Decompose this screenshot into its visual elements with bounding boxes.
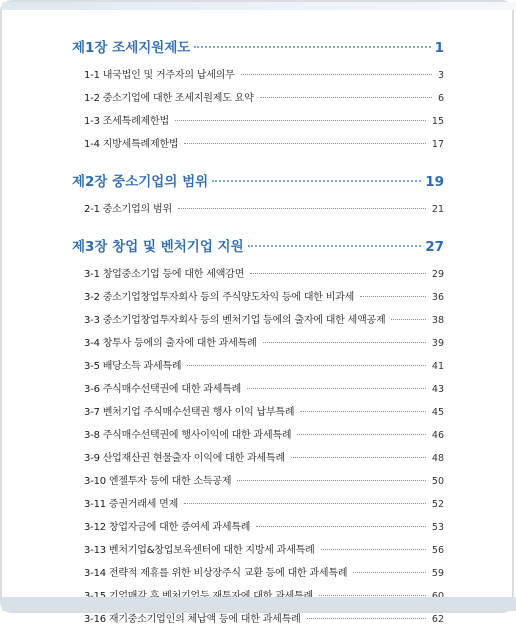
entry-title: 2-1 중소기업의 범위 <box>84 204 172 215</box>
entry-page-number: 21 <box>431 204 444 215</box>
entry-title: 3-11 증권거래세 면제 <box>84 499 179 510</box>
chapter-heading[interactable] <box>72 166 444 198</box>
section-spacer <box>72 156 444 166</box>
entry-title: 3-10 엔젤투자 등에 대한 소득공제 <box>84 476 232 487</box>
table-of-contents <box>72 32 444 631</box>
toc-entry[interactable] <box>84 198 444 221</box>
section-spacer <box>72 221 444 231</box>
entry-page-number: 17 <box>431 139 444 150</box>
chapter-heading[interactable] <box>72 231 444 263</box>
toc-entry[interactable] <box>84 562 444 585</box>
bottom-decorative-band <box>2 597 516 611</box>
dot-leader <box>307 618 426 619</box>
entry-title: 3-7 벤처기업 주식매수선택권 행사 이익 납부특례 <box>84 407 295 418</box>
entry-page-number: 45 <box>431 407 444 418</box>
entry-page-number: 50 <box>431 476 444 487</box>
toc-entry[interactable] <box>84 608 444 631</box>
dot-leader <box>300 411 426 412</box>
dot-leader <box>187 365 426 366</box>
chapter-page-number: 19 <box>425 174 444 190</box>
entry-title: 3-1 창업중소기업 등에 대한 세액감면 <box>84 269 245 280</box>
dot-leader <box>260 97 432 98</box>
toc-entry[interactable] <box>84 64 444 87</box>
dot-leader <box>250 273 426 274</box>
chapter-title: 제2장 중소기업의 범위 <box>72 174 209 190</box>
dot-leader <box>297 434 426 435</box>
entry-title: 3-5 배당소득 과세특례 <box>84 361 182 372</box>
entry-title: 3-13 벤처기업&창업보육센터에 대한 지방세 과세특례 <box>84 545 315 556</box>
dot-leader <box>256 526 426 527</box>
entry-page-number: 59 <box>431 568 444 579</box>
entry-title: 3-12 창업자금에 대한 증여세 과세특례 <box>84 522 251 533</box>
toc-entry[interactable] <box>84 133 444 156</box>
toc-entry[interactable] <box>84 470 444 493</box>
entry-title: 3-14 전략적 제휴를 위한 비상장주식 교환 등에 대한 과세특례 <box>84 568 348 579</box>
top-decorative-band <box>2 2 516 10</box>
entry-title: 1-4 지방세특례제한법 <box>84 139 179 150</box>
dot-leader <box>247 388 426 389</box>
entry-page-number: 53 <box>431 522 444 533</box>
entry-page-number: 43 <box>431 384 444 395</box>
toc-entry[interactable] <box>84 401 444 424</box>
toc-entry[interactable] <box>84 378 444 401</box>
dot-leader <box>178 208 426 209</box>
entry-page-number: 3 <box>437 70 444 81</box>
entry-page-number: 56 <box>431 545 444 556</box>
dot-leader <box>212 180 421 182</box>
entry-page-number: 36 <box>431 292 444 303</box>
dot-leader <box>248 245 422 247</box>
dot-leader <box>291 457 426 458</box>
toc-entry[interactable] <box>84 355 444 378</box>
dot-leader <box>175 120 426 121</box>
toc-entry[interactable] <box>84 539 444 562</box>
toc-entry[interactable] <box>84 424 444 447</box>
dot-leader <box>353 572 426 573</box>
dot-leader <box>184 143 426 144</box>
chapter-page-number: 27 <box>425 239 444 255</box>
entry-page-number: 38 <box>431 315 444 326</box>
chapter-title: 제3장 창업 및 벤처기업 지원 <box>72 239 244 255</box>
chapter-heading[interactable] <box>72 32 444 64</box>
dot-leader <box>360 296 426 297</box>
toc-entry[interactable] <box>84 516 444 539</box>
dot-leader <box>321 549 426 550</box>
dot-leader <box>184 503 426 504</box>
entry-page-number: 29 <box>431 269 444 280</box>
entry-page-number: 15 <box>431 116 444 127</box>
entry-title: 3-4 창투사 등에의 출자에 대한 과세특례 <box>84 338 257 349</box>
dot-leader <box>319 595 426 596</box>
entry-title: 3-2 중소기업창업투자회사 등의 주식양도차익 등에 대한 비과세 <box>84 292 355 303</box>
dot-leader <box>241 74 432 75</box>
entry-page-number: 48 <box>431 453 444 464</box>
entry-page-number: 41 <box>431 361 444 372</box>
chapter-title: 제1장 조세지원제도 <box>72 40 191 56</box>
entry-title: 3-8 주식매수선택권에 행사이익에 대한 과세특례 <box>84 430 292 441</box>
entry-title: 3-3 중소기업창업투자회사 등의 벤처기업 등에의 출자에 대한 세액공제 <box>84 315 386 326</box>
toc-entry[interactable] <box>84 332 444 355</box>
dot-leader <box>237 480 426 481</box>
toc-entry[interactable] <box>84 447 444 470</box>
toc-entry[interactable] <box>84 263 444 286</box>
toc-entry[interactable] <box>84 286 444 309</box>
entry-title: 1-2 중소기업에 대한 조세지원제도 요약 <box>84 93 254 104</box>
entry-page-number: 46 <box>431 430 444 441</box>
entry-page-number: 62 <box>431 614 444 625</box>
dot-leader <box>194 46 430 48</box>
entry-title: 1-1 내국법인 및 거주자의 납세의무 <box>84 70 235 81</box>
dot-leader <box>391 319 425 320</box>
entry-page-number: 39 <box>431 338 444 349</box>
toc-entry[interactable] <box>84 309 444 332</box>
entry-page-number: 6 <box>437 93 444 104</box>
entry-page-number: 52 <box>431 499 444 510</box>
chapter-page-number: 1 <box>434 40 444 56</box>
entry-title: 3-16 재기중소기업인의 체납액 등에 대한 과세특례 <box>84 614 301 625</box>
entry-title: 1-3 조세특례제한법 <box>84 116 169 127</box>
entry-title: 3-6 주식매수선택권에 대한 과세특례 <box>84 384 242 395</box>
toc-entry[interactable] <box>84 110 444 133</box>
toc-entry[interactable] <box>84 493 444 516</box>
toc-entry[interactable] <box>84 87 444 110</box>
dot-leader <box>263 342 426 343</box>
entry-title: 3-9 산업재산권 현물출자 이익에 대한 과세특례 <box>84 453 285 464</box>
